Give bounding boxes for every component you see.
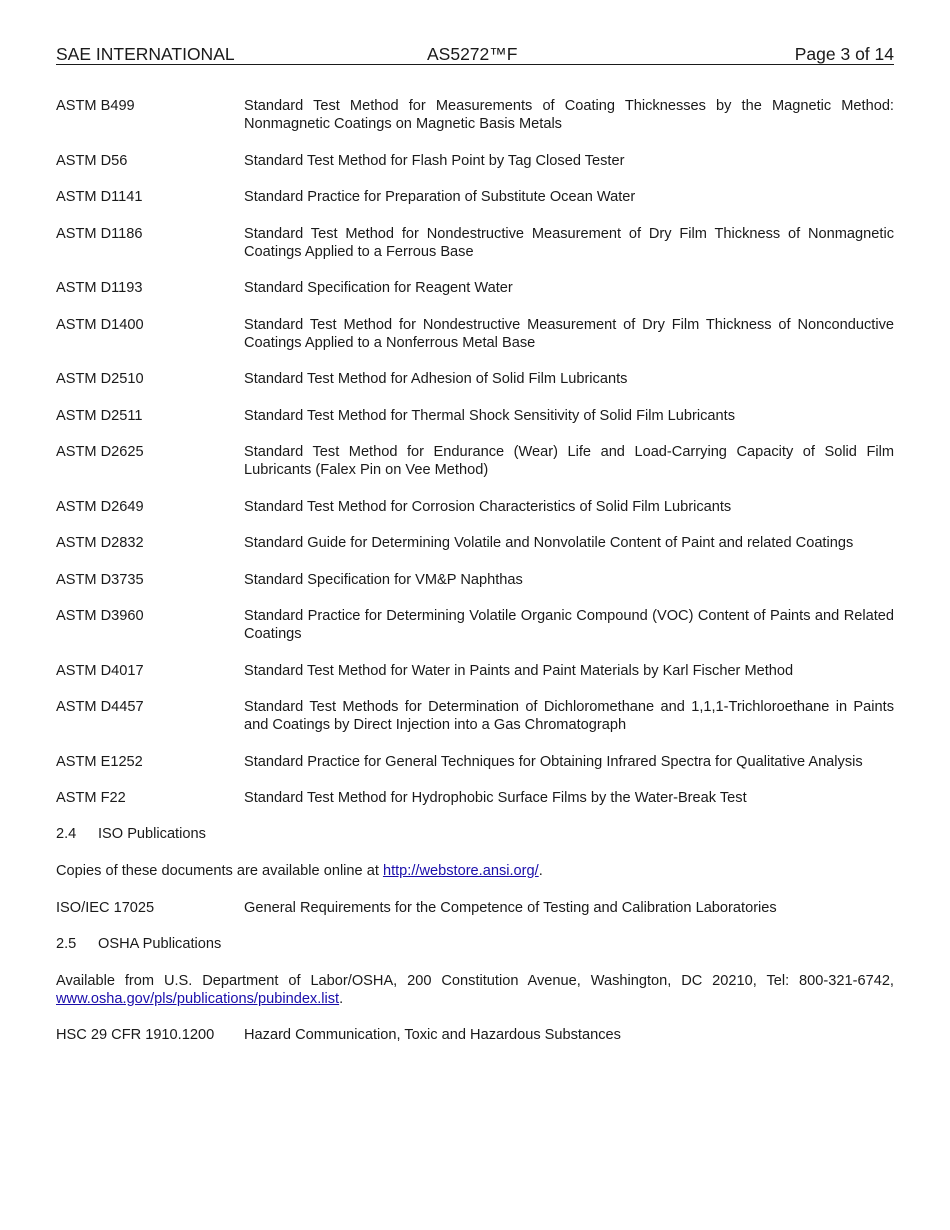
reference-entry — [56, 225, 894, 261]
reference-code: ASTM D2510 — [56, 371, 144, 387]
reference-entry — [56, 370, 894, 388]
reference-title: Standard Test Method for Nondestructive Measurement of Dry Film Thickness of Nonconductive Coatings Applied to a Nonferrous Metal Base — [244, 316, 894, 351]
reference-title: General Requirements for the Competence of Testing and Calibration Laboratories — [244, 900, 777, 916]
reference-entry — [56, 316, 894, 352]
reference-title: Standard Test Method for Measurements of Coating Thicknesses by the Magnetic Method: Nonmagnetic Coatings on Magnetic Basis Metals — [244, 98, 894, 132]
iso-entry-wrap — [56, 899, 894, 917]
reference-code: ISO/IEC 17025 — [56, 900, 155, 916]
reference-code: ASTM D1186 — [56, 225, 143, 242]
astm-reference-list — [56, 97, 894, 826]
osha-availability-text: Available from U.S. Department of Labor/OSHA, 200 Constitution Avenue, Washington, DC 20210, Tel: 800-321-6742, www.osha.gov/pls/publications/pubindex.list. — [56, 973, 894, 1007]
header-doc-id: AS5272™F — [427, 44, 518, 64]
reference-title: Standard Guide for Determining Volatile and Nonvolatile Content of Paint and related Coatings — [244, 535, 854, 551]
reference-code: ASTM D2625 — [56, 444, 144, 460]
section-title: ISO Publications — [98, 826, 206, 842]
reference-entry — [56, 407, 894, 425]
reference-entry — [56, 498, 894, 516]
reference-entry — [56, 698, 894, 734]
reference-code: ASTM D1400 — [56, 316, 144, 333]
osha-entry-wrap — [56, 1026, 894, 1044]
reference-code: ASTM F22 — [56, 790, 126, 806]
reference-title: Standard Test Method for Adhesion of Solid Film Lubricants — [244, 371, 628, 387]
reference-entry — [56, 1026, 894, 1044]
reference-entry — [56, 662, 894, 680]
reference-code: ASTM B499 — [56, 98, 135, 114]
reference-title: Standard Specification for Reagent Water — [244, 280, 513, 296]
reference-title: Standard Practice for General Techniques for Obtaining Infrared Spectra for Qualitative Analysis — [244, 753, 863, 770]
reference-entry — [56, 899, 894, 917]
reference-code: ASTM D2832 — [56, 535, 144, 551]
reference-entry — [56, 279, 894, 297]
reference-code: ASTM D1193 — [56, 280, 143, 296]
reference-entry — [56, 152, 894, 170]
header-page-number: Page 3 of 14 — [794, 44, 894, 64]
reference-title: Standard Test Method for Thermal Shock Sensitivity of Solid Film Lubricants — [244, 407, 736, 424]
section-iso-heading — [56, 825, 894, 843]
reference-entry — [56, 188, 894, 206]
reference-code: ASTM D2511 — [56, 407, 143, 424]
reference-code: ASTM D4457 — [56, 699, 144, 715]
reference-entry — [56, 753, 894, 771]
reference-title: Standard Specification for VM&P Naphthas — [244, 571, 523, 588]
reference-title: Standard Test Method for Water in Paints and Paint Materials by Karl Fischer Method — [244, 662, 794, 679]
iso-availability-text: Copies of these documents are available online at http://webstore.ansi.org/. — [56, 863, 543, 879]
reference-title: Standard Practice for Preparation of Substitute Ocean Water — [244, 189, 636, 205]
reference-title: Standard Test Method for Endurance (Wear) Life and Load-Carrying Capacity of Solid Film Lubricants (Falex Pin on Vee Method) — [244, 444, 894, 478]
reference-code: HSC 29 CFR 1910.1200 — [56, 1027, 215, 1043]
ansi-webstore-link[interactable]: http://webstore.ansi.org/ — [382, 863, 539, 879]
reference-code: ASTM D3960 — [56, 608, 144, 624]
document-page — [56, 0, 894, 1230]
osha-publications-link[interactable]: www.osha.gov/pls/publications/pubindex.list — [56, 991, 340, 1007]
reference-code: ASTM D2649 — [56, 498, 144, 515]
reference-title: Standard Test Method for Corrosion Characteristics of Solid Film Lubricants — [244, 498, 732, 515]
reference-entry — [56, 534, 894, 552]
reference-entry — [56, 443, 894, 479]
reference-code: ASTM D4017 — [56, 662, 144, 679]
page-header — [56, 44, 894, 65]
section-title: OSHA Publications — [98, 936, 222, 952]
reference-code: ASTM E1252 — [56, 753, 143, 770]
reference-title: Standard Test Methods for Determination of Dichloromethane and 1,1,1-Trichloroethane in Paints and Coatings by Direct Injection into a Gas Chromatograph — [244, 699, 894, 733]
reference-code: ASTM D1141 — [56, 189, 143, 205]
header-org: SAE INTERNATIONAL — [56, 44, 235, 64]
reference-title: Standard Test Method for Nondestructive Measurement of Dry Film Thickness of Nonmagnetic Coatings Applied to a Ferrous Base — [244, 225, 894, 260]
reference-entry — [56, 571, 894, 589]
section-number: 2.5 — [56, 936, 77, 952]
reference-entry — [56, 97, 894, 133]
reference-code: ASTM D56 — [56, 152, 128, 169]
reference-title: Standard Test Method for Flash Point by Tag Closed Tester — [244, 152, 625, 169]
section-osha-heading — [56, 935, 894, 953]
reference-entry — [56, 607, 894, 643]
section-number: 2.4 — [56, 826, 77, 842]
reference-title: Standard Test Method for Hydrophobic Surface Films by the Water-Break Test — [244, 790, 747, 806]
reference-title: Hazard Communication, Toxic and Hazardous Substances — [244, 1027, 621, 1043]
reference-entry — [56, 789, 894, 807]
reference-code: ASTM D3735 — [56, 571, 144, 588]
reference-title: Standard Practice for Determining Volatile Organic Compound (VOC) Content of Paints and Related Coatings — [244, 608, 894, 642]
